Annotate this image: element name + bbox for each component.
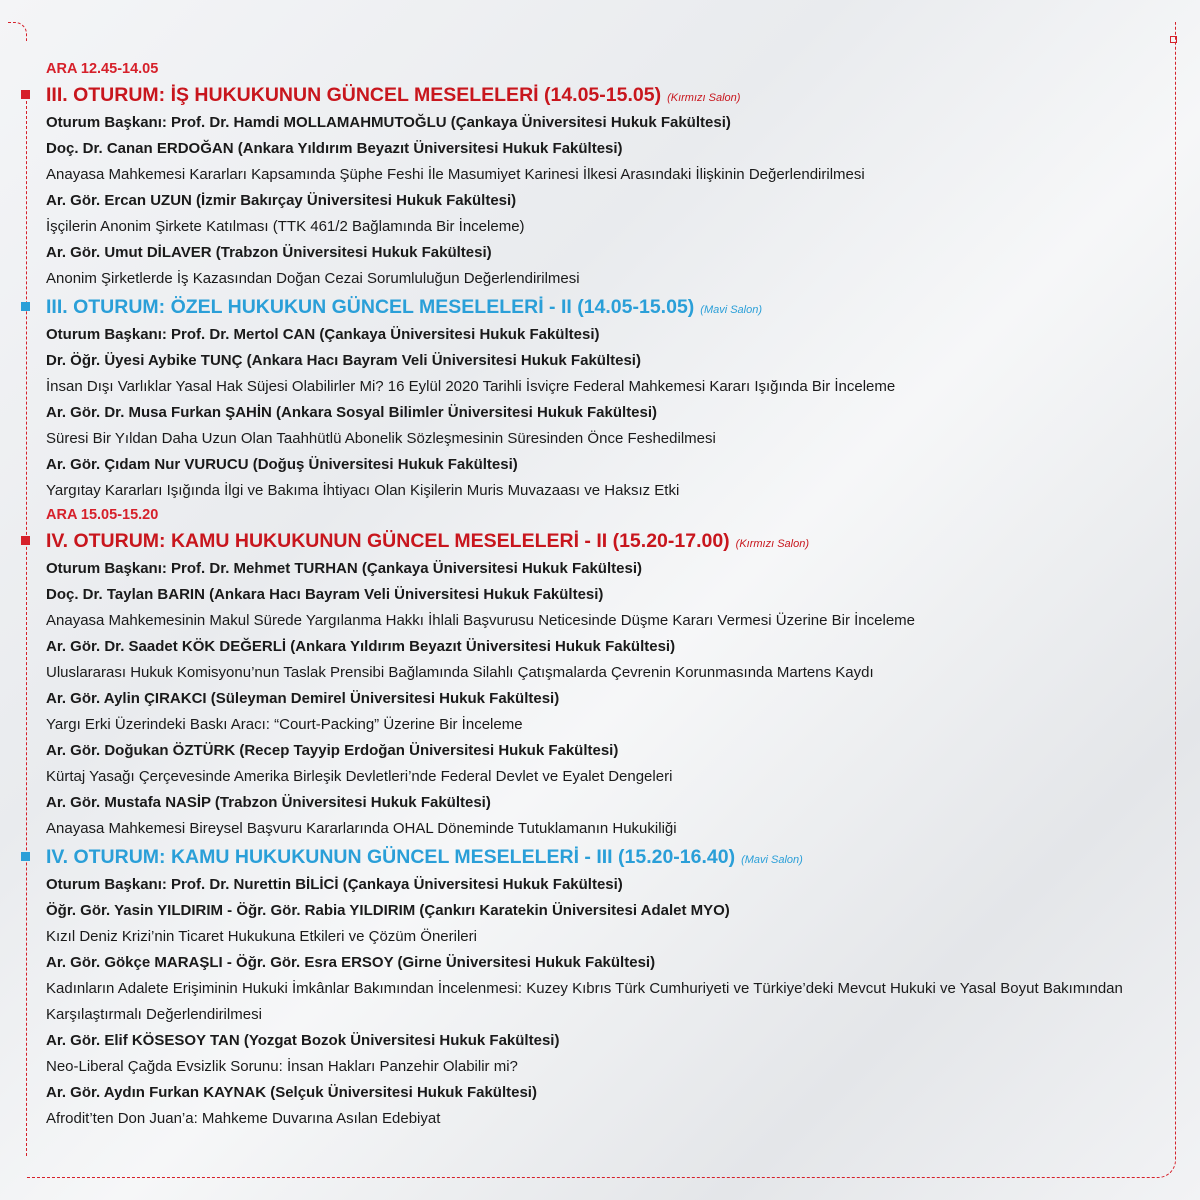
session-title [46,842,1166,872]
session-title [46,292,1166,322]
speaker-line: Ar. Gör. Aydın Furkan KAYNAK (Selçuk Üniversitesi Hukuk Fakültesi) [46,1084,537,1101]
session-title-text: III. OTURUM: ÖZEL HUKUKUN GÜNCEL MESELELERİ - II (14.05-15.05) [46,296,695,318]
speaker-line: Oturum Başkanı: Prof. Dr. Nurettin BİLİCİ (Çankaya Üniversitesi Hukuk Fakültesi) [46,876,623,893]
session-hall: (Mavi Salon) [741,854,803,866]
paper-title: Anayasa Mahkemesi Bireysel Başvuru Kararlarında OHAL Döneminde Tutuklamanın Hukukiliği [46,820,677,837]
speaker-line: Ar. Gör. Dr. Musa Furkan ŞAHİN (Ankara Sosyal Bilimler Üniversitesi Hukuk Fakültesi) [46,404,658,421]
break-time: ARA 12.45-14.05 [46,61,159,77]
paper-title: Yargı Erki Üzerindeki Baskı Aracı: “Court-Packing” Üzerine Bir İnceleme [46,716,523,733]
session-hall: (Kırmızı Salon) [667,92,741,104]
program-content [46,58,1166,1132]
session-title-text: IV. OTURUM: KAMU HUKUKUNUN GÜNCEL MESELELERİ - III (15.20-16.40) [46,846,736,868]
speaker-line: Öğr. Gör. Yasin YILDIRIM - Öğr. Gör. Rabia YILDIRIM (Çankırı Karatekin Üniversitesi Adalet MYO) [46,902,730,919]
session-title-text: III. OTURUM: İŞ HUKUKUNUN GÜNCEL MESELELERİ (14.05-15.05) [46,84,662,106]
corner-square-icon [1170,36,1177,43]
session-hall: (Mavi Salon) [700,304,763,316]
session-title-text: IV. OTURUM: KAMU HUKUKUNUN GÜNCEL MESELELERİ - II (15.20-17.00) [46,530,730,552]
paper-title: Kürtaj Yasağı Çerçevesinde Amerika Birleşik Devletleri’nde Federal Devlet ve Eyalet Dengeleri [46,768,673,785]
speaker-line: Ar. Gör. Mustafa NASİP (Trabzon Üniversitesi Hukuk Fakültesi) [46,794,491,811]
paper-title: İşçilerin Anonim Şirkete Katılması (TTK 461/2 Bağlamında Bir İnceleme) [46,218,525,235]
speaker-line: Ar. Gör. Umut DİLAVER (Trabzon Üniversitesi Hukuk Fakültesi) [46,244,492,261]
speaker-line: Oturum Başkanı: Prof. Dr. Mehmet TURHAN (Çankaya Üniversitesi Hukuk Fakültesi) [46,560,642,577]
dashed-frame-left [26,96,27,1156]
speaker-line: Doç. Dr. Taylan BARIN (Ankara Hacı Bayram Veli Üniversitesi Hukuk Fakültesi) [46,586,604,603]
break-time: ARA 15.05-15.20 [46,507,159,523]
speaker-line: Oturum Başkanı: Prof. Dr. Hamdi MOLLAMAHMUTOĞLU (Çankaya Üniversitesi Hukuk Fakültesi) [46,114,731,131]
speaker-line: Ar. Gör. Elif KÖSESOY TAN (Yozgat Bozok Üniversitesi Hukuk Fakültesi) [46,1032,560,1049]
speaker-line: Ar. Gör. Aylin ÇIRAKCI (Süleyman Demirel Üniversitesi Hukuk Fakültesi) [46,690,560,707]
paper-title: Süresi Bir Yıldan Daha Uzun Olan Taahhütlü Abonelik Sözleşmesinin Süresinden Önce Feshedilmesi [46,430,716,447]
paper-title: Anonim Şirketlerde İş Kazasından Doğan Cezai Sorumluluğun Değerlendirilmesi [46,270,580,287]
speaker-line: Ar. Gör. Ercan UZUN (İzmir Bakırçay Üniversitesi Hukuk Fakültesi) [46,192,517,209]
paper-title: Yargıtay Kararları Işığında İlgi ve Bakıma İhtiyacı Olan Kişilerin Muris Muvazaası ve Haksız Etki [46,482,680,499]
paper-title: Uluslararası Hukuk Komisyonu’nun Taslak Prensibi Bağlamında Silahlı Çatışmalarda Çevrenin Korunmasında Martens Kaydı [46,664,874,681]
paper-title: Kızıl Deniz Krizi’nin Ticaret Hukukuna Etkileri ve Çözüm Önerileri [46,928,477,945]
speaker-line: Ar. Gör. Gökçe MARAŞLI - Öğr. Gör. Esra ERSOY (Girne Üniversitesi Hukuk Fakültesi) [46,954,656,971]
speaker-line: Ar. Gör. Dr. Saadet KÖK DEĞERLİ (Ankara Yıldırım Beyazıt Üniversitesi Hukuk Fakültesi) [46,638,676,655]
paper-title: Afrodit’ten Don Juan’a: Mahkeme Duvarına Asılan Edebiyat [46,1110,441,1127]
session-title [46,80,1166,110]
paper-title: Kadınların Adalete Erişiminin Hukuki İmkânlar Bakımından İncelenmesi: Kuzey Kıbrıs Türk Cumhuriyeti ve Türkiye’deki Mevcut Hukuki ve Yasal Boyut Bakımından Karşılaştırmalı Değerlendirilmesi [46,980,1123,1023]
session-hall: (Kırmızı Salon) [735,538,810,550]
speaker-line: Dr. Öğr. Üyesi Aybike TUNÇ (Ankara Hacı Bayram Veli Üniversitesi Hukuk Fakültesi) [46,352,641,369]
speaker-line: Oturum Başkanı: Prof. Dr. Mertol CAN (Çankaya Üniversitesi Hukuk Fakültesi) [46,326,600,343]
paper-title: Anayasa Mahkemesinin Makul Sürede Yargılanma Hakkı İhlali Başvurusu Neticesinde Düşme Kararı Vermesi Üzerine Bir İnceleme [46,612,915,629]
dashed-frame-corner [8,22,27,41]
speaker-line: Doç. Dr. Canan ERDOĞAN (Ankara Yıldırım Beyazıt Üniversitesi Hukuk Fakültesi) [46,140,623,157]
paper-title: Anayasa Mahkemesi Kararları Kapsamında Şüphe Feshi İle Masumiyet Karinesi İlkesi Arasındaki İlişkinin Değerlendirilmesi [46,166,865,183]
paper-title: İnsan Dışı Varlıklar Yasal Hak Süjesi Olabilirler Mi? 16 Eylül 2020 Tarihli İsviçre Federal Mahkemesi Kararı Işığında Bir İnceleme [46,378,896,395]
session-marker-icon [21,852,30,861]
speaker-line: Ar. Gör. Çıdam Nur VURUCU (Doğuş Üniversitesi Hukuk Fakültesi) [46,456,518,473]
speaker-line: Ar. Gör. Doğukan ÖZTÜRK (Recep Tayyip Erdoğan Üniversitesi Hukuk Fakültesi) [46,742,619,759]
session-marker-icon [21,536,30,545]
session-title [46,526,1166,556]
session-marker-icon [21,302,30,311]
session-marker-icon [21,90,30,99]
paper-title: Neo-Liberal Çağda Evsizlik Sorunu: İnsan Hakları Panzehir Olabilir mi? [46,1058,518,1075]
